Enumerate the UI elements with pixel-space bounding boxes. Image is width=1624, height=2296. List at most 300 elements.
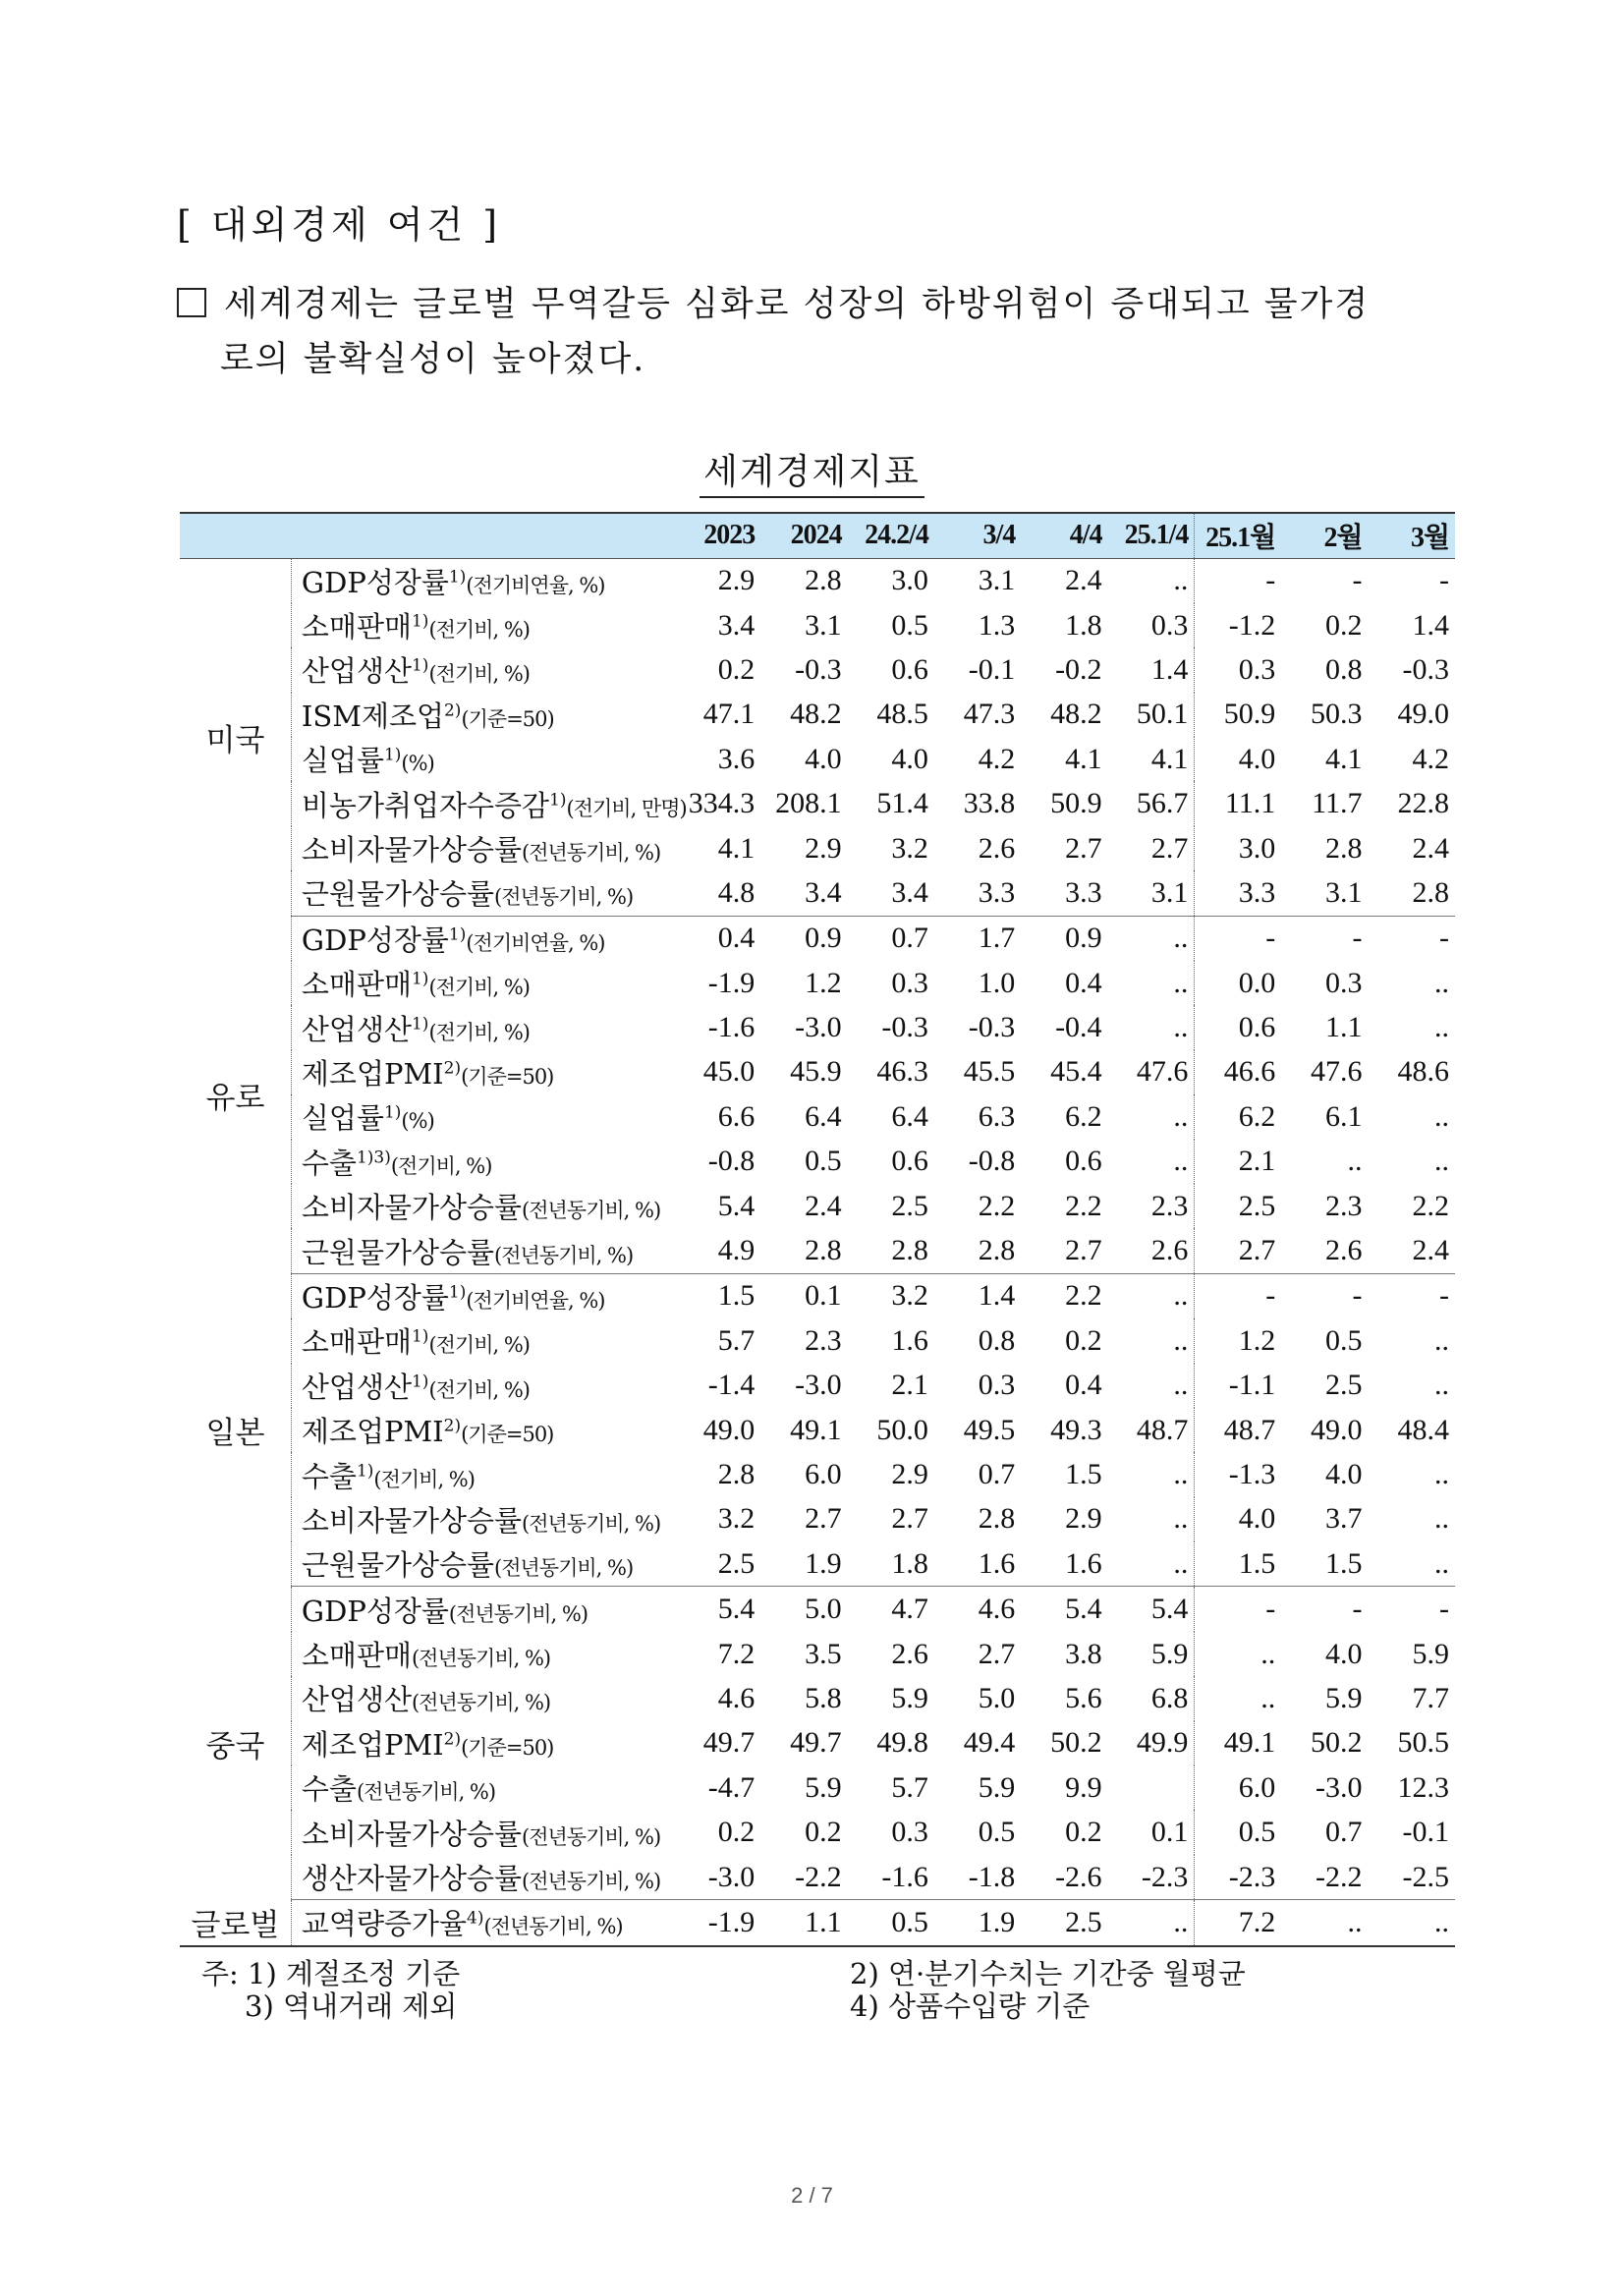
value-cell: -1.9	[674, 1900, 760, 1946]
value-cell: 12.3	[1397, 1770, 1449, 1804]
indicator-name: 생산자물가상승률	[301, 1862, 523, 1896]
footnote-marker: 1)	[549, 789, 567, 810]
table-title: 세계경제지표	[700, 452, 924, 498]
value-cell: -1.6	[707, 1011, 756, 1044]
value-cell: 1.7	[978, 922, 1016, 955]
indicator-label	[291, 1452, 674, 1496]
value-cell: ..	[1434, 1369, 1449, 1402]
value-cell: 0.0	[1238, 966, 1276, 999]
value-cell: 2.6	[891, 1637, 928, 1670]
table-row	[180, 870, 1455, 916]
table-row	[180, 1721, 1455, 1765]
value-cell: 5.7	[891, 1770, 928, 1804]
indicator-name: 소매판매	[301, 968, 412, 1002]
value-cell: 0.6	[1238, 1011, 1276, 1044]
indicator-unit: (기준=50)	[461, 1064, 554, 1089]
value-cell: 11.1	[1224, 787, 1276, 820]
value-cell: 5.9	[978, 1770, 1016, 1804]
value-cell: 1.8	[1065, 608, 1102, 642]
value-cell: 1.6	[891, 1323, 928, 1357]
value-cell: 5.4	[1065, 1593, 1102, 1626]
value-cell: 7.7	[1412, 1681, 1449, 1714]
footnote-4: 4) 상품수입량 기준	[850, 1989, 1091, 2023]
value-cell: 49.9	[1108, 1721, 1195, 1765]
table-row	[180, 1810, 1455, 1854]
table-row	[180, 737, 1455, 781]
value-cell: 6.2	[1238, 1099, 1276, 1133]
value-cell: 1.5	[717, 1279, 756, 1313]
value-cell: 49.5	[963, 1413, 1016, 1446]
value-cell: 2.7	[1021, 1228, 1107, 1273]
value-cell: 49.0	[1397, 698, 1449, 731]
value-cell: 0.3	[891, 966, 928, 999]
value-cell: ..	[1108, 1094, 1195, 1139]
table-row	[180, 1676, 1455, 1720]
value-cell: -	[1265, 1279, 1276, 1313]
value-cell: 4.2	[978, 742, 1016, 775]
value-cell: 6.4	[891, 1099, 928, 1133]
indicator-name: 소비자물가상승률	[301, 1817, 523, 1851]
value-cell: 47.6	[1311, 1055, 1363, 1089]
value-cell: 47.6	[1108, 1050, 1195, 1094]
value-cell: -	[1352, 922, 1363, 955]
footnote-marker: 2)	[443, 1058, 462, 1079]
value-cell: 49.4	[963, 1726, 1016, 1760]
value-cell: 5.9	[805, 1770, 842, 1804]
value-cell: -	[1265, 922, 1276, 955]
value-cell: 0.4	[717, 922, 756, 955]
value-cell: 334.3	[688, 787, 756, 820]
value-cell: 2.9	[717, 564, 756, 597]
value-cell: -3.0	[1316, 1770, 1363, 1804]
value-cell: 1.5	[1195, 1541, 1281, 1587]
value-cell: -1.8	[934, 1855, 1021, 1900]
value-cell: 0.2	[1065, 1323, 1102, 1357]
value-cell: 49.0	[702, 1413, 756, 1446]
value-cell: ..	[1260, 1637, 1276, 1670]
header-cell: 25.1월	[1195, 513, 1281, 558]
value-cell: 6.0	[1238, 1770, 1276, 1804]
value-cell: 0.6	[891, 1145, 928, 1178]
indicator-name: 교역량증가율	[301, 1907, 468, 1941]
value-cell: -1.3	[1228, 1458, 1276, 1490]
value-cell: -3.0	[674, 1855, 760, 1900]
value-cell: -	[1265, 1593, 1276, 1626]
value-cell: 2.3	[805, 1323, 842, 1357]
table-row	[180, 1364, 1455, 1408]
header-cell: 2월	[1281, 513, 1368, 558]
footnote-marker: 1)	[411, 1326, 429, 1347]
value-cell: 1.6	[1021, 1541, 1107, 1587]
value-cell: 1.1	[1325, 1011, 1363, 1044]
indicator-unit: (%)	[401, 752, 434, 776]
indicator-label	[291, 1094, 674, 1139]
value-cell: 2.7	[1195, 1228, 1281, 1273]
value-cell	[1108, 1765, 1195, 1810]
indicator-name: ISM제조업	[301, 699, 444, 733]
value-cell: 2.4	[805, 1189, 842, 1222]
value-cell: 49.3	[1050, 1413, 1102, 1446]
value-cell: 2.7	[1065, 831, 1102, 865]
value-cell: -1.6	[848, 1855, 934, 1900]
indicator-unit: (전기비, %)	[428, 976, 530, 1000]
indicator-name: 수출	[301, 1459, 357, 1493]
value-cell: 4.9	[674, 1228, 760, 1273]
value-cell: 6.8	[1108, 1676, 1195, 1720]
value-cell: 0.3	[1238, 652, 1276, 686]
value-cell: 1.2	[805, 966, 842, 999]
value-cell: 47.1	[702, 698, 756, 731]
value-cell: -1.9	[707, 966, 756, 999]
value-cell: 3.1	[1281, 870, 1368, 916]
indicator-label	[291, 1318, 674, 1363]
value-cell: 45.4	[1050, 1055, 1102, 1089]
value-cell: 4.1	[1108, 737, 1195, 781]
table-row	[180, 1273, 1455, 1318]
indicator-name: 근원물가상승률	[301, 877, 495, 912]
value-cell: 45.5	[963, 1055, 1016, 1089]
value-cell: 2.8	[848, 1228, 934, 1273]
value-cell: 4.1	[1065, 742, 1102, 775]
footnotes	[201, 1958, 1429, 2023]
table-row	[180, 1005, 1455, 1049]
value-cell: 3.1	[978, 564, 1016, 597]
table-row	[180, 647, 1455, 692]
indicator-name: 소매판매	[301, 1325, 412, 1360]
value-cell: ..	[1434, 1145, 1449, 1178]
value-cell: 50.9	[1223, 698, 1276, 731]
value-cell: 0.4	[1065, 966, 1102, 999]
value-cell: 2.7	[805, 1502, 842, 1536]
value-cell: 2.1	[891, 1369, 928, 1402]
value-cell: 3.0	[1238, 831, 1276, 865]
indicator-label	[291, 1497, 674, 1541]
value-cell: 2.8	[1325, 831, 1363, 865]
value-cell: 2.5	[1325, 1369, 1363, 1402]
value-cell: 2.8	[934, 1228, 1021, 1273]
region-label: 일본	[180, 1273, 291, 1587]
indicator-name: 소비자물가상승률	[301, 1503, 523, 1538]
footnote-marker: 2)	[443, 1416, 462, 1436]
indicator-unit: (전년동기비, %)	[522, 1511, 661, 1536]
value-cell: -2.2	[760, 1855, 847, 1900]
value-cell: 2.8	[760, 1228, 847, 1273]
value-cell: 2.7	[891, 1502, 928, 1536]
value-cell: ..	[1108, 1005, 1195, 1049]
value-cell: 1.3	[978, 608, 1016, 642]
table-row	[180, 1855, 1455, 1900]
value-cell: 0.5	[805, 1145, 842, 1178]
value-cell: 3.3	[1021, 870, 1107, 916]
indicator-label	[291, 916, 674, 961]
region-label: 미국	[180, 558, 291, 916]
world-economy-indicators-table	[180, 512, 1455, 1947]
indicator-label	[291, 1140, 674, 1184]
value-cell: ..	[1108, 1900, 1195, 1946]
value-cell: -0.8	[707, 1145, 756, 1178]
value-cell: 2.5	[1238, 1189, 1276, 1222]
value-cell: 4.2	[1412, 742, 1449, 775]
value-cell: 11.7	[1312, 787, 1363, 820]
indicator-unit: (기준=50)	[461, 1735, 554, 1760]
table-row	[180, 1228, 1455, 1273]
value-cell: ..	[1108, 1452, 1195, 1496]
value-cell: 1.5	[1065, 1458, 1102, 1490]
value-cell: -	[1439, 1593, 1449, 1626]
value-cell: 1.9	[934, 1900, 1021, 1946]
value-cell: 4.6	[717, 1681, 756, 1714]
value-cell: 3.4	[848, 870, 934, 916]
indicator-unit: (기준=50)	[461, 706, 554, 731]
indicator-name: 소비자물가상승률	[301, 1191, 523, 1225]
value-cell: 48.5	[876, 698, 928, 731]
indicator-unit: (전년동기비, %)	[411, 1691, 551, 1715]
indicator-name: 수출	[301, 1146, 357, 1180]
indicator-unit: (전년동기비, %)	[522, 1824, 661, 1849]
indicator-label	[291, 1721, 674, 1765]
footnote-marker: 1)	[356, 1460, 374, 1481]
table-row	[180, 603, 1455, 647]
value-cell: ..	[1108, 1497, 1195, 1541]
value-cell: 56.7	[1108, 781, 1195, 825]
value-cell: ..	[1108, 1318, 1195, 1363]
value-cell: 4.0	[1238, 742, 1276, 775]
value-cell: -0.3	[795, 652, 842, 686]
indicator-label	[291, 558, 674, 603]
value-cell: 0.8	[978, 1323, 1016, 1357]
value-cell: 1.4	[1108, 647, 1195, 692]
value-cell: 3.3	[1195, 870, 1281, 916]
value-cell: 6.0	[805, 1458, 842, 1490]
footnote-marker: 1)	[383, 1102, 402, 1123]
indicator-unit: (전년동기비, %)	[522, 841, 661, 866]
table-row	[180, 1318, 1455, 1363]
indicator-label	[291, 1541, 674, 1587]
value-cell: 0.4	[1065, 1369, 1102, 1402]
region-label: 중국	[180, 1587, 291, 1900]
value-cell: 2.6	[1108, 1228, 1195, 1273]
indicator-unit: (기준=50)	[461, 1423, 554, 1447]
indicator-name: GDP성장률	[301, 1594, 449, 1628]
footnote-marker: 4)	[467, 1908, 484, 1929]
indicator-unit: (전년동기비, %)	[494, 885, 634, 910]
indicator-unit: (전년동기비, %)	[483, 1915, 623, 1939]
indicator-unit: (전년동기비, %)	[411, 1647, 551, 1671]
value-cell: -	[1352, 564, 1363, 597]
value-cell: -0.3	[1402, 652, 1449, 686]
value-cell: 2.6	[978, 831, 1016, 865]
value-cell: 49.1	[1223, 1726, 1276, 1760]
value-cell: 2.5	[891, 1189, 928, 1222]
header-blank-cell	[180, 513, 291, 558]
value-cell: 5.4	[1108, 1587, 1195, 1632]
value-cell: -4.7	[707, 1770, 756, 1804]
section-title: [ 대외경제 여건 ]	[177, 203, 502, 247]
value-cell: 6.3	[978, 1099, 1016, 1133]
table-row	[180, 1632, 1455, 1676]
indicator-name: GDP성장률	[301, 1280, 449, 1315]
header-cell: 2023	[674, 513, 760, 558]
region-label: 글로벌	[180, 1900, 291, 1946]
indicator-label	[291, 647, 674, 692]
table-header-row	[180, 513, 1455, 558]
value-cell: 2.5	[674, 1541, 760, 1587]
value-cell: 50.5	[1397, 1726, 1449, 1760]
value-cell: -	[1439, 1279, 1449, 1313]
value-cell: 3.8	[1065, 1637, 1102, 1670]
table-row	[180, 916, 1455, 961]
value-cell: 0.6	[891, 652, 928, 686]
value-cell: 0.1	[805, 1279, 842, 1313]
footnote-marker: 2)	[443, 700, 462, 721]
value-cell: -0.1	[1402, 1816, 1449, 1849]
indicator-name: 산업생산	[301, 654, 412, 689]
indicator-unit: (전년동기비, %)	[522, 1199, 661, 1223]
value-cell: 1.0	[978, 966, 1016, 999]
value-cell: -0.1	[968, 652, 1016, 686]
header-cell: 25.1/4	[1108, 513, 1195, 558]
value-cell: -	[1352, 1593, 1363, 1626]
indicator-name: GDP성장률	[301, 923, 449, 957]
value-cell: -1.2	[1228, 608, 1276, 642]
indicator-label	[291, 870, 674, 916]
value-cell: 1.2	[1238, 1323, 1276, 1357]
value-cell: 2.2	[978, 1189, 1016, 1222]
indicator-label	[291, 1810, 674, 1854]
value-cell: 4.0	[1325, 1637, 1363, 1670]
header-blank-cell	[291, 513, 674, 558]
value-cell: 1.9	[760, 1541, 847, 1587]
value-cell: 45.0	[702, 1055, 756, 1089]
footnote-marker: 1)	[448, 1282, 467, 1303]
value-cell: 48.2	[790, 698, 842, 731]
footnote-marker: 1)3)	[356, 1148, 391, 1168]
footnote-2: 2) 연·분기수치는 기간중 월평균	[850, 1957, 1246, 1990]
value-cell: -2.5	[1369, 1855, 1455, 1900]
value-cell: 4.1	[717, 831, 756, 865]
value-cell: 3.6	[717, 742, 756, 775]
indicator-label	[291, 737, 674, 781]
value-cell: 1.4	[978, 1279, 1016, 1313]
value-cell: 7.2	[717, 1637, 756, 1670]
value-cell: 2.7	[1108, 826, 1195, 870]
footnote-marker: 1)	[383, 745, 402, 765]
value-cell: 2.7	[978, 1637, 1016, 1670]
value-cell: 48.4	[1397, 1413, 1449, 1446]
header-cell: 4/4	[1021, 513, 1107, 558]
indicator-name: 소비자물가상승률	[301, 833, 523, 868]
value-cell: 48.2	[1050, 698, 1102, 731]
footnote-1: 주: 1) 계절조정 기준	[201, 1957, 461, 1990]
value-cell: 2.4	[1065, 564, 1102, 597]
value-cell: 3.1	[805, 608, 842, 642]
value-cell: 49.8	[876, 1726, 928, 1760]
indicator-name: 제조업PMI	[301, 1056, 444, 1091]
footnote-marker: 1)	[411, 1013, 429, 1034]
footnote-marker: 2)	[443, 1729, 462, 1750]
indicator-name: 근원물가상승률	[301, 1548, 495, 1583]
value-cell: 1.5	[1281, 1541, 1368, 1587]
value-cell: 5.9	[1412, 1637, 1449, 1670]
value-cell: 3.2	[891, 1279, 928, 1313]
value-cell: 4.0	[805, 742, 842, 775]
value-cell: 0.5	[891, 608, 928, 642]
value-cell: -1.4	[707, 1369, 756, 1402]
indicator-name: 제조업PMI	[301, 1727, 444, 1762]
value-cell: -0.2	[1055, 652, 1102, 686]
value-cell: -	[1265, 564, 1276, 597]
value-cell: 5.4	[717, 1189, 756, 1222]
value-cell: -3.0	[795, 1011, 842, 1044]
value-cell: 5.9	[891, 1681, 928, 1714]
value-cell: 3.2	[717, 1502, 756, 1536]
page-number: 2 / 7	[791, 2183, 833, 2208]
indicator-label	[291, 1050, 674, 1094]
value-cell: 4.6	[978, 1593, 1016, 1626]
value-cell: 0.6	[1065, 1145, 1102, 1178]
value-cell: 3.0	[891, 564, 928, 597]
value-cell: 3.2	[891, 831, 928, 865]
value-cell: ..	[1434, 966, 1449, 999]
value-cell: 0.3	[891, 1816, 928, 1849]
header-cell: 24.2/4	[848, 513, 934, 558]
table-row	[180, 961, 1455, 1005]
indicator-label	[291, 1765, 674, 1810]
value-cell: 0.7	[891, 922, 928, 955]
indicator-label	[291, 781, 687, 825]
value-cell: 49.1	[790, 1413, 842, 1446]
value-cell: 2.2	[1412, 1189, 1449, 1222]
value-cell: ..	[1281, 1900, 1368, 1946]
value-cell: 2.8	[717, 1458, 756, 1490]
value-cell: 5.0	[978, 1681, 1016, 1714]
value-cell: 50.0	[876, 1413, 928, 1446]
value-cell: 4.1	[1325, 742, 1363, 775]
indicator-name: 비농가취업자수증감	[301, 788, 550, 822]
indicator-label	[291, 1632, 674, 1676]
value-cell: ..	[1108, 558, 1195, 603]
indicator-unit: (전기비, %)	[373, 1467, 475, 1491]
indicator-name: 근원물가상승률	[301, 1235, 495, 1269]
indicator-name: 제조업PMI	[301, 1415, 444, 1449]
value-cell: 22.8	[1397, 787, 1449, 820]
value-cell: 49.7	[702, 1726, 756, 1760]
value-cell: -	[1439, 922, 1449, 955]
value-cell: -2.2	[1281, 1855, 1368, 1900]
value-cell: 7.2	[1195, 1900, 1281, 1946]
value-cell: ..	[1434, 1458, 1449, 1490]
table-row	[180, 1541, 1455, 1587]
table-row	[180, 1094, 1455, 1139]
value-cell: 2.9	[805, 831, 842, 865]
bullet-text-line-1: 세계경제는 글로벌 무역갈등 심화로 성장의 하방위험이 증대되고 물가경	[224, 285, 1371, 324]
value-cell: -	[1439, 564, 1449, 597]
footnote-marker: 1)	[448, 567, 467, 588]
value-cell: 3.5	[805, 1637, 842, 1670]
value-cell: -2.3	[1195, 1855, 1281, 1900]
value-cell: 0.7	[1325, 1816, 1363, 1849]
indicator-unit: (전년동기비, %)	[522, 1870, 661, 1894]
value-cell: 48.7	[1223, 1413, 1276, 1446]
indicator-name: GDP성장률	[301, 565, 449, 599]
indicator-label	[291, 1408, 674, 1452]
value-cell: 1.1	[760, 1900, 847, 1946]
indicator-label	[291, 1273, 674, 1318]
value-cell: 2.8	[1369, 870, 1455, 916]
value-cell: 49.7	[790, 1726, 842, 1760]
value-cell: -	[1352, 1279, 1363, 1313]
indicator-unit: (전기비, %)	[428, 1020, 530, 1044]
